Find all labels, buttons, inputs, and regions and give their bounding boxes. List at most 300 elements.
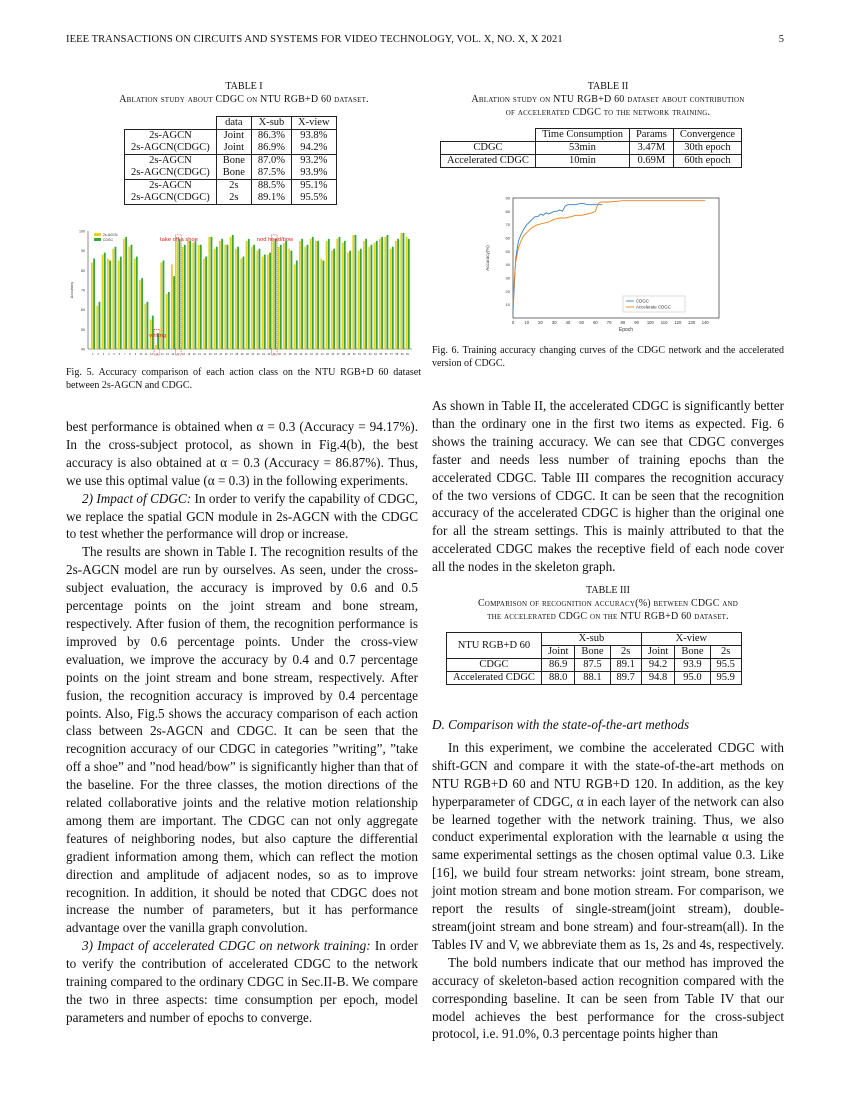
fig5-bar-2s-agcn [91,262,93,349]
fig5-bar-cdgc [211,237,213,349]
fig5-bar-2s-agcn [256,251,258,349]
table1-cell: 2s-AGCN(CDGC) [125,192,217,205]
fig5-x-tick-label: 55 [379,353,383,356]
fig5-y-tick-label: 90 [81,249,85,254]
fig5-legend-swatch-cdgc [94,238,101,241]
table3 [446,632,742,685]
fig5-legend-label-2s-agcn: 2s-AGCN [103,233,118,237]
fig5-x-tick-label: 29 [240,353,244,356]
fig5-bar-2s-agcn [112,249,114,349]
fig5-bar-cdgc [104,253,106,349]
fig6-x-tick-label: 10 [524,320,530,325]
table1 [124,116,337,205]
fig5-x-tick-label: 19 [187,353,191,356]
fig5-bar-2s-agcn [342,243,344,349]
fig5-bar-2s-agcn [400,233,402,349]
table1-cell: 86.3% [251,130,291,143]
fig5-x-tick-label: 35 [272,353,276,356]
fig5-bar-2s-agcn [128,247,130,349]
table3-row [447,659,742,672]
fig5-bar-2s-agcn [326,241,328,349]
fig5-bar-2s-agcn [272,241,274,349]
page-number: 5 [778,34,784,45]
table1-cell: 93.9% [292,167,337,180]
fig5-bar-cdgc [312,237,314,349]
table3-cell: 86.9 [541,659,574,672]
table1-row [125,130,337,143]
fig5-bar-2s-agcn [390,249,392,349]
table2-header-cell [441,129,536,142]
fig5-annotation-label: nod head/bow [256,237,294,243]
table3-cell: 89.1 [610,659,641,672]
fig5-bar-cdgc [323,261,325,350]
table2-cell: 10min [535,155,629,168]
fig5-bar-cdgc [173,276,175,349]
table2-number: TABLE II [587,81,629,92]
fig5-bar-cdgc [291,251,293,349]
fig6-x-tick-label: 60 [593,320,598,325]
fig6-y-tick-label: 30 [505,275,510,281]
fig5-bar-2s-agcn [102,255,104,349]
fig5-x-tick-label: 52 [363,353,367,356]
fig5-x-tick-label: 20 [192,353,196,356]
fig5-x-tick-label: 37 [283,353,287,356]
fig5-bar-2s-agcn [192,243,194,349]
section-d-heading: D. Comparison with the state-of-the-art methods [432,717,690,732]
fig5-y-tick-label: 80 [81,268,85,273]
fig5-bar-cdgc [381,237,383,349]
fig5-bar-2s-agcn [176,241,178,349]
fig5-bar-cdgc [147,302,149,349]
fig5-bar-chart [66,225,421,361]
fig5-bar-cdgc [253,245,255,349]
table3-row [447,672,742,685]
table3-cell: 88.1 [575,672,610,685]
fig5-bar-2s-agcn [219,241,221,349]
table1-cell: 94.2% [292,142,337,155]
table1-title: Ablation study about CDGC on NTU RGB+D 60 dataset. [119,94,369,105]
fig5-bar-cdgc [136,257,138,349]
fig5-bar-cdgc [131,245,133,349]
fig5-x-tick-label: 23 [208,353,212,356]
fig5-bar-cdgc [339,237,341,349]
table3-number: TABLE III [586,585,630,596]
table3-cell: 95.5 [710,659,741,672]
fig5-x-tick-label: 26 [224,353,228,356]
fig5-x-tick-label: 3 [102,353,105,356]
fig5-x-tick-label: 11 [144,353,148,356]
table2-cell: 3.47M [629,142,673,155]
table1-cell: Bone [216,155,251,168]
fig5-bar-cdgc [387,235,389,349]
fig5-bar-2s-agcn [374,243,376,349]
fig5-x-tick-label: 21 [198,353,201,356]
fig5-x-tick-label: 15 [166,353,169,356]
table1-cell: 2s-AGCN(CDGC) [125,167,217,180]
fig5-x-tick-label: 2 [97,353,99,356]
fig6-x-tick-label: 100 [646,320,654,325]
fig6-x-tick-label: 110 [660,320,668,325]
fig6-legend-label-cdgc: CDGC [636,298,649,304]
fig6-x-tick-label: 0 [511,320,515,325]
table2-cell: 0.69M [629,155,673,168]
fig5-bar-2s-agcn [198,245,200,349]
table2-caption [432,80,784,119]
fig5-x-tick-label: 27 [230,353,233,356]
fig5-bar-cdgc [296,261,298,350]
fig6-line-chart [475,190,745,340]
table2-title-line2: of accelerated CDGC to the network training. [505,107,711,118]
fig6-y-tick-label: 40 [505,262,510,268]
fig6-y-tick-label: 20 [505,288,510,294]
fig5-bar-cdgc [392,247,394,349]
table1-cell: 2s [216,180,251,193]
fig6-y-tick-label: 80 [505,208,510,214]
table1-cell: 88.5% [251,180,291,193]
fig5-bar-2s-agcn [315,241,317,349]
table2-header-cell: Time Consumption [535,129,629,142]
fig5-bar-2s-agcn [144,304,146,349]
fig5-bar-cdgc [227,245,229,349]
fig5-bar-cdgc [232,235,234,349]
table1-row [125,142,337,155]
fig5-bar-2s-agcn [368,247,370,349]
table3-caption [432,584,784,623]
fig5-y-tick-label: 70 [81,288,85,293]
fig5-x-tick-label: 36 [278,353,281,356]
fig5-bar-2s-agcn [320,259,322,349]
fig5-bar-cdgc [269,253,271,349]
fig5-bar-cdgc [333,249,335,349]
table2-row [441,155,742,168]
fig5-bar-2s-agcn [240,259,242,349]
fig5-x-tick-label: 24 [214,353,217,356]
fig5-bar-2s-agcn [278,247,280,349]
fig5-bar-cdgc [205,257,207,349]
fig5-bar-cdgc [349,251,351,349]
fig6-x-tick-label: 120 [674,320,682,325]
fig5-x-tick-label: 17 [176,353,180,356]
fig5-bar-cdgc [109,261,111,350]
table1-cell: 89.1% [251,192,291,205]
table2-cell: CDGC [441,142,536,155]
table3-cell: 95.0 [675,672,710,685]
fig6-x-tick-label: 130 [688,320,696,325]
fig5-bar-cdgc [355,235,357,349]
table1-cell: 2s-AGCN(CDGC) [125,142,217,155]
fig5-bar-cdgc [115,247,117,349]
paragraph-sota-1: In this experiment, we combine the accelerated CDGC with shift-GCN and compare it with the state-of-the-art methods on NTU RGB+D 60 and NTU RGB+D 120. In addition, as the key hyperparameter of CDGC, α in each layer of the network can also be learned together with the network training. Thus, we also conduct experimental exploration with the learnable α using the same experimental settings as the chosen optimal value 0.3. Like [16], we build four stream networks: joint stream, bone stream, joint motion stream and bone motion stream. For comparison, we report the results of single-stream(joint stream), double-stream(joint stream and bone stream) and four-stream(all). In the Tables IV and V, we abbreviate them as 1s, 2s and 4s, respectively. [432,739,784,952]
fig5-x-tick-label: 54 [374,353,377,356]
fig5-bar-2s-agcn [208,237,210,349]
fig5-x-tick-label: 13 [155,353,159,356]
fig5-bar-2s-agcn [230,237,232,349]
fig5-bar-2s-agcn [235,249,237,349]
table3-cell: Accelerated CDGC [447,672,542,685]
table1-row [125,180,337,193]
fig5-x-tick-label: 48 [342,353,345,356]
fig5-bar-2s-agcn [139,280,141,349]
fig5-bar-2s-agcn [406,237,408,349]
fig5-annotation-label: writing [149,333,167,340]
fig5-x-tick-label: 32 [256,353,260,356]
fig5-x-tick-label: 38 [288,353,292,356]
table3-subheader-cell: Bone [675,646,710,659]
fig5-bar-cdgc [184,245,186,349]
table3-cell: 88.0 [541,672,574,685]
fig6-x-tick-label: 30 [551,320,557,325]
fig5-bar-cdgc [317,241,319,349]
fig5-x-tick-label: 6 [118,353,121,356]
table1-caption [66,80,422,106]
subsection-impact-cdgc: 2) Impact of CDGC: [82,490,192,506]
fig6-x-tick-label: 80 [620,320,626,325]
fig5-x-tick-label: 30 [246,353,249,356]
fig5-bar-cdgc [280,245,282,349]
table1-row [125,167,337,180]
right-column-top [432,397,784,576]
table3-cell: 89.7 [610,672,641,685]
table1-cell: 86.9% [251,142,291,155]
table3-group-xview: X-view [641,633,741,646]
fig5-x-tick-label: 31 [251,353,255,356]
fig5-y-tick-label: 40 [81,347,85,352]
fig5-bar-cdgc [397,239,399,349]
fig5-legend-swatch-2s-agcn [94,233,101,236]
table1-row [125,192,337,205]
table3-cell: 87.5 [575,659,610,672]
paragraph-impact-accel-text: In order to verify the contribution of accelerated CDGC to the network training compared to the ordinary CDGC in Sec.II-B. We compare the two in three aspects: time consumption per epoch, model parameters and number of epochs to converge. [66,938,418,1025]
paragraph-impact-accel [66,937,418,1027]
paragraph-impact-cdgc [66,490,418,544]
fig5-bar-cdgc [200,245,202,349]
fig5-x-tick-label: 25 [219,353,223,356]
table3-title-line1: Comparison of recognition accuracy(%) between CDGC and [477,598,739,609]
table1-cell: Joint [216,130,251,143]
table3-cell: 95.9 [710,672,741,685]
fig5-x-tick-label: 14 [160,353,164,356]
fig6-y-tick-label: 10 [505,302,510,308]
fig6-x-tick-label: 40 [565,320,571,325]
paragraph-table2-discussion: As shown in Table II, the accelerated CDGC is significantly better than the ordinary one in the first two items as expected. Fig. 6 shows the training accuracy. We can see that CDGC converges faster and needs less number of training epochs than the accelerated CDGC. Table III compares the recognition accuracy of the two versions of CDGC. It can be seen that the recognition accuracy of the accelerated CDGC is higher than the original one for all the stream settings. This is mainly attributed to that the accelerated CDGC makes the receptive field of each node cover all the nodes in the skeleton graph. [432,398,784,575]
table1-cell: 2s-AGCN [125,130,217,143]
fig5-bar-2s-agcn [107,259,109,349]
fig5-x-tick-label: 49 [347,353,351,356]
table3-corner: NTU RGB+D 60 [447,633,542,659]
table2-header-cell: Convergence [673,129,741,142]
fig5-bar-2s-agcn [155,345,157,349]
fig5-x-tick-label: 50 [352,353,356,356]
fig5-bar-2s-agcn [134,259,136,349]
fig6-y-tick-label: 70 [505,222,510,228]
paragraph-results: The results are shown in Table I. The recognition results of the 2s-AGCN model are run by ourselves. As seen, under the cross-subject evaluation, the accuracy is improved by 0.6 and 0.5 percentage points on the joint stream and bone stream, respectively. After fusion of them, the recognition performance is improved by 0.6 percentage points. Under the cross-view evaluation, we improve the accuracy by 0.4 and 0.7 percentage points on the joint stream and bone stream, respectively. After fusion, the recognition accuracy is improved by 0.4 percentage points. Also, Fig.5 shows the accuracy comparison of each action class between 2s-AGCN and CDGC. It can be seen that the recognition accuracy of our CDGC in categories ”writing”, ”take off a shoe” and ”nod head/bow” is significantly higher than that of the baseline. For the three classes, the motion directions of the related collaborative joints and the relative motion relationship among them are important. The CDGC can not only aggregate features of neighboring nodes, but also capture the differential gradient information among them, which can reflect the motion direction and amplitude of adjacent nodes, so as to improve recognition. In addition, it should be noted that CDGC does not increase the number of parameters, but it has performance advantage over the vanilla graph convolution. [66,544,418,936]
fig5-x-tick-label: 5 [113,353,115,356]
table1-header-cell: data [216,117,251,130]
table2-header-cell: Params [629,129,673,142]
fig5-bar-2s-agcn [251,247,253,349]
left-column [66,418,418,1027]
fig5-x-tick-label: 28 [235,353,239,356]
fig5-x-tick-label: 59 [400,353,404,356]
fig5-bar-cdgc [328,239,330,349]
table2-title-line1: Ablation study on NTU RGB+D 60 dataset about contribution [471,94,745,105]
fig5-bar-cdgc [275,239,277,349]
fig5-bar-cdgc [344,241,346,349]
fig5-bar-2s-agcn [262,257,264,349]
fig5-x-tick-label: 12 [150,353,153,356]
fig5-x-tick-label: 56 [384,353,388,356]
fig5-bar-2s-agcn [347,253,349,349]
fig5-bar-2s-agcn [171,264,173,349]
fig5-bar-2s-agcn [123,239,125,349]
fig5-bar-cdgc [259,249,261,349]
fig5-bar-cdgc [120,257,122,349]
fig5-x-tick-label: 42 [310,353,313,356]
table2-cell: 53min [535,142,629,155]
fig5-bar-cdgc [264,255,266,349]
table3-cell: 94.2 [641,659,674,672]
paragraph-sota-2: The bold numbers indicate that our method has improved the accuracy of skeleton-based action recognition compared with the corresponding baseline. It can be seen from Table IV that our model achieves the best performance for the cross-subject protocol, i.e. 91.0%, 0.3 percentage points higher than [432,954,784,1042]
subsection-impact-accel: 3) Impact of accelerated CDGC on network training: [82,938,371,954]
table3-group-xsub: X-sub [541,633,641,646]
fig5-x-tick-label: 53 [368,353,372,356]
fig5-y-tick-label: 50 [81,327,85,332]
fig5-x-tick-label: 57 [390,353,393,356]
fig5-legend-label-cdgc: CDGC [103,238,113,242]
paragraph-impact-cdgc-text: In order to verify the capability of CDGC, we replace the spatial GCN module in 2s-AGCN with the CDGC to test whether the performance will drop or increase. [66,490,418,542]
table1-header-cell: X-view [292,117,337,130]
fig5-x-tick-label: 46 [331,353,335,356]
fig6-x-tick-label: 20 [538,320,543,325]
fig5-bar-2s-agcn [224,245,226,349]
fig5-bar-2s-agcn [310,239,312,349]
table1-cell: 95.5% [292,192,337,205]
fig5-bar-cdgc [307,245,309,349]
table3-cell: CDGC [447,659,542,672]
fig5-bar-2s-agcn [214,249,216,349]
fig5-bar-2s-agcn [118,261,120,350]
fig6-y-tick-label: 50 [505,248,510,254]
fig5-x-tick-label: 43 [315,353,319,356]
fig5-bar-cdgc [141,278,143,349]
fig6-x-tick-label: 70 [606,320,612,325]
table2-cell: 60th epoch [673,155,741,168]
fig5-bar-2s-agcn [384,237,386,349]
fig5-bar-cdgc [195,241,197,349]
table1-cell: 2s-AGCN [125,180,217,193]
fig5-bar-2s-agcn [294,264,296,349]
table1-row [125,155,337,168]
table1-cell: 2s-AGCN [125,155,217,168]
table3-cell: 93.9 [675,659,710,672]
fig5-bar-2s-agcn [358,251,360,349]
fig5-bar-2s-agcn [336,239,338,349]
fig5-bar-cdgc [285,241,287,349]
fig5-bar-cdgc [371,245,373,349]
fig5-bar-2s-agcn [246,241,248,349]
fig5-bar-2s-agcn [283,243,285,349]
fig5-bar-2s-agcn [379,239,381,349]
fig5-bar-cdgc [403,233,405,349]
fig5-bar-2s-agcn [331,251,333,349]
table3-subheader-cell: 2s [610,646,641,659]
running-header: IEEE TRANSACTIONS ON CIRCUITS AND SYSTEMS FOR VIDEO TECHNOLOGY, VOL. X, NO. X, X 2021 [66,34,563,45]
fig6-x-tick-label: 140 [701,320,709,325]
fig5-bar-cdgc [248,239,250,349]
fig5-x-tick-label: 33 [262,353,265,356]
table2-header-row [441,129,742,142]
fig5-x-tick-label: 8 [129,353,131,356]
fig5-annotation-label: take off a shoe [160,237,198,243]
table1-cell: 87.0% [251,155,291,168]
table3-cell: 94.8 [641,672,674,685]
table3-subheader-cell: Joint [641,646,674,659]
fig5-bar-cdgc [301,239,303,349]
fig5-bar-cdgc [179,239,181,349]
table2-row [441,142,742,155]
fig6-caption: Fig. 6. Training accuracy changing curves of the CDGC network and the accelerated version of CDGC. [432,345,784,369]
table1-cell: 93.2% [292,155,337,168]
fig5-bar-2s-agcn [187,241,189,349]
fig5-x-tick-label: 18 [182,353,185,356]
fig5-bar-cdgc [376,241,378,349]
table1-cell: 87.5% [251,167,291,180]
fig5-bar-2s-agcn [395,241,397,349]
fig5-x-tick-label: 4 [108,353,110,356]
table1-number: TABLE I [225,81,263,92]
fig5-x-tick-label: 41 [304,353,308,356]
fig5-bar-cdgc [360,249,362,349]
table1-cell: 95.1% [292,180,337,193]
table1-cell: Bone [216,167,251,180]
fig6-x-axis-label: Epoch [618,327,634,333]
fig5-bar-cdgc [237,247,239,349]
paragraph-alpha: best performance is obtained when α = 0.3 (Accuracy = 94.17%). In the cross-subject protocol, as shown in Fig.4(b), the best accuracy is also obtained at α = 0.3 (Accuracy = 86.87%). Thus, we use this optimal value (α = 0.3) in the following experiments. [66,419,418,488]
fig5-bar-cdgc [365,239,367,349]
fig5-x-tick-label: 47 [336,353,340,356]
right-column-bottom [432,716,784,1043]
table2-cell: Accelerated CDGC [441,155,536,168]
table3-subheader-cell: Bone [575,646,610,659]
fig5-bar-cdgc [221,239,223,349]
fig5-x-tick-label: 9 [134,353,137,356]
fig5-bar-2s-agcn [352,235,354,349]
fig5-bar-cdgc [93,259,95,349]
fig5-bar-cdgc [125,237,127,349]
fig5-bar-2s-agcn [363,241,365,349]
fig5-bar-cdgc [243,257,245,349]
fig5-bar-cdgc [408,239,410,349]
fig5-bar-2s-agcn [182,247,184,349]
fig6-y-tick-label: 60 [505,235,510,241]
fig5-x-tick-label: 51 [358,353,361,356]
fig5-bar-2s-agcn [304,247,306,349]
fig5-x-tick-label: 34 [267,353,271,356]
fig5-x-tick-label: 44 [320,353,324,356]
table3-subheader-cell: Joint [541,646,574,659]
table3-subheader-cell: 2s [710,646,741,659]
fig5-bar-cdgc [99,302,101,349]
table1-cell: 93.8% [292,130,337,143]
table1-header-cell [125,117,217,130]
fig6-x-tick-label: 90 [634,320,639,325]
fig5-bar-2s-agcn [166,294,168,349]
fig5-y-axis-label: Accuracy [69,281,74,299]
fig5-bar-2s-agcn [288,249,290,349]
fig5-x-tick-label: 58 [395,353,399,356]
fig5-x-tick-label: 1 [92,353,94,356]
table1-cell: 2s [216,192,251,205]
